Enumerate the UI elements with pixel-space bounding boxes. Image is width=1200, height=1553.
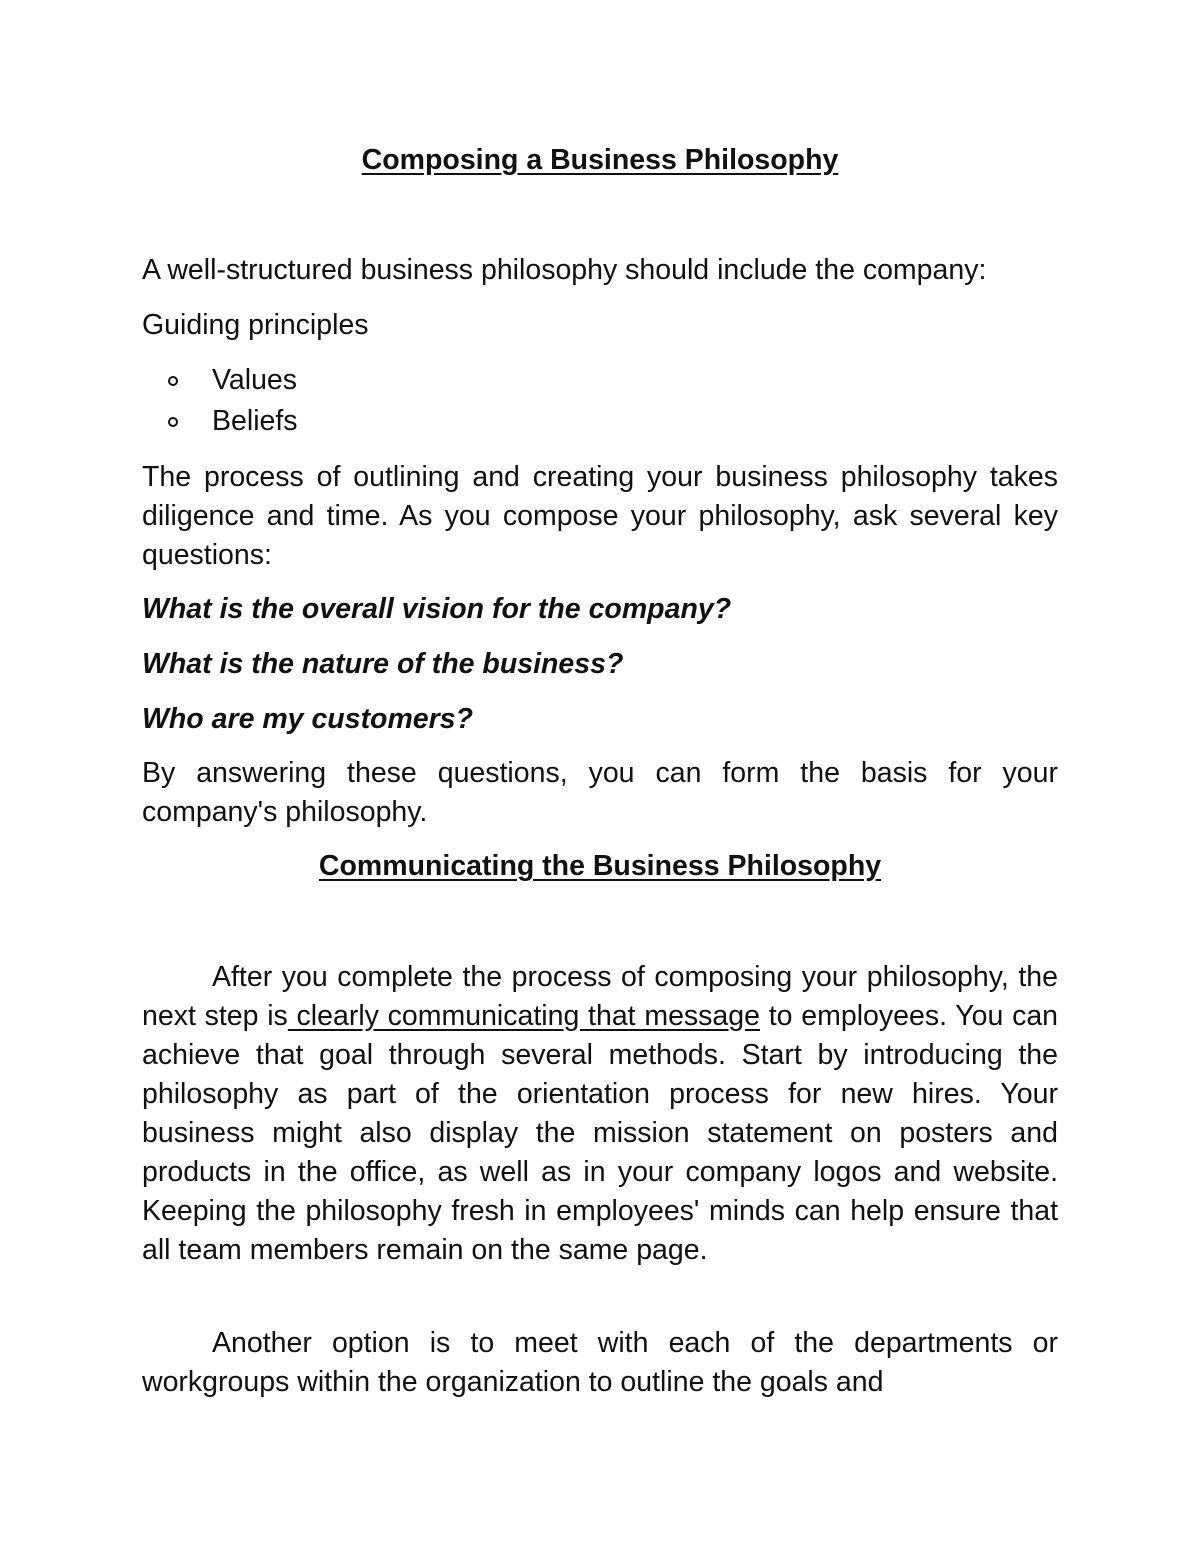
bullet-icon xyxy=(168,376,178,386)
intro-line: A well-structured business philosophy should include the company: xyxy=(142,254,987,286)
guiding-principles-label: Guiding principles xyxy=(142,309,369,341)
principles-list xyxy=(168,360,298,442)
list-item xyxy=(168,360,298,401)
bullet-icon xyxy=(168,417,178,427)
question-customers: Who are my customers? xyxy=(142,703,474,735)
question-nature: What is the nature of the business? xyxy=(142,648,624,680)
paragraph-text: to employees. You can achieve that goal through several methods. Start by introducing the philosophy as part of the orientation process for new hires. Your business might also display the mission statement on posters and products in the office, as well as in your company logos and website. Keeping the philosophy fresh in employees' minds can help ensure that all team members remain on the same page. xyxy=(142,1000,1059,1266)
emphasized-phrase: clearly communicating that message xyxy=(287,1000,760,1032)
list-item xyxy=(168,401,298,442)
closing-paragraph: By answering these questions, you can form the basis for your company's philosophy. xyxy=(142,757,1058,828)
process-paragraph: The process of outlining and creating your business philosophy takes diligence and time. As you compose your philosophy, ask several key questions: xyxy=(142,461,1058,571)
communicating-paragraph xyxy=(142,958,1058,1270)
question-vision: What is the overall vision for the company? xyxy=(142,593,732,625)
workgroups-paragraph: Another option is to meet with each of the departments or workgroups within the organization to outline the goals and xyxy=(142,1327,1058,1398)
heading-composing: Composing a Business Philosophy xyxy=(361,144,839,176)
list-item-label: Values xyxy=(212,364,298,396)
heading-communicating: Communicating the Business Philosophy xyxy=(318,850,882,882)
list-item-label: Beliefs xyxy=(212,405,298,437)
paragraph-text: After you complete the process of composing your philosophy, the next step is xyxy=(142,961,1058,1032)
